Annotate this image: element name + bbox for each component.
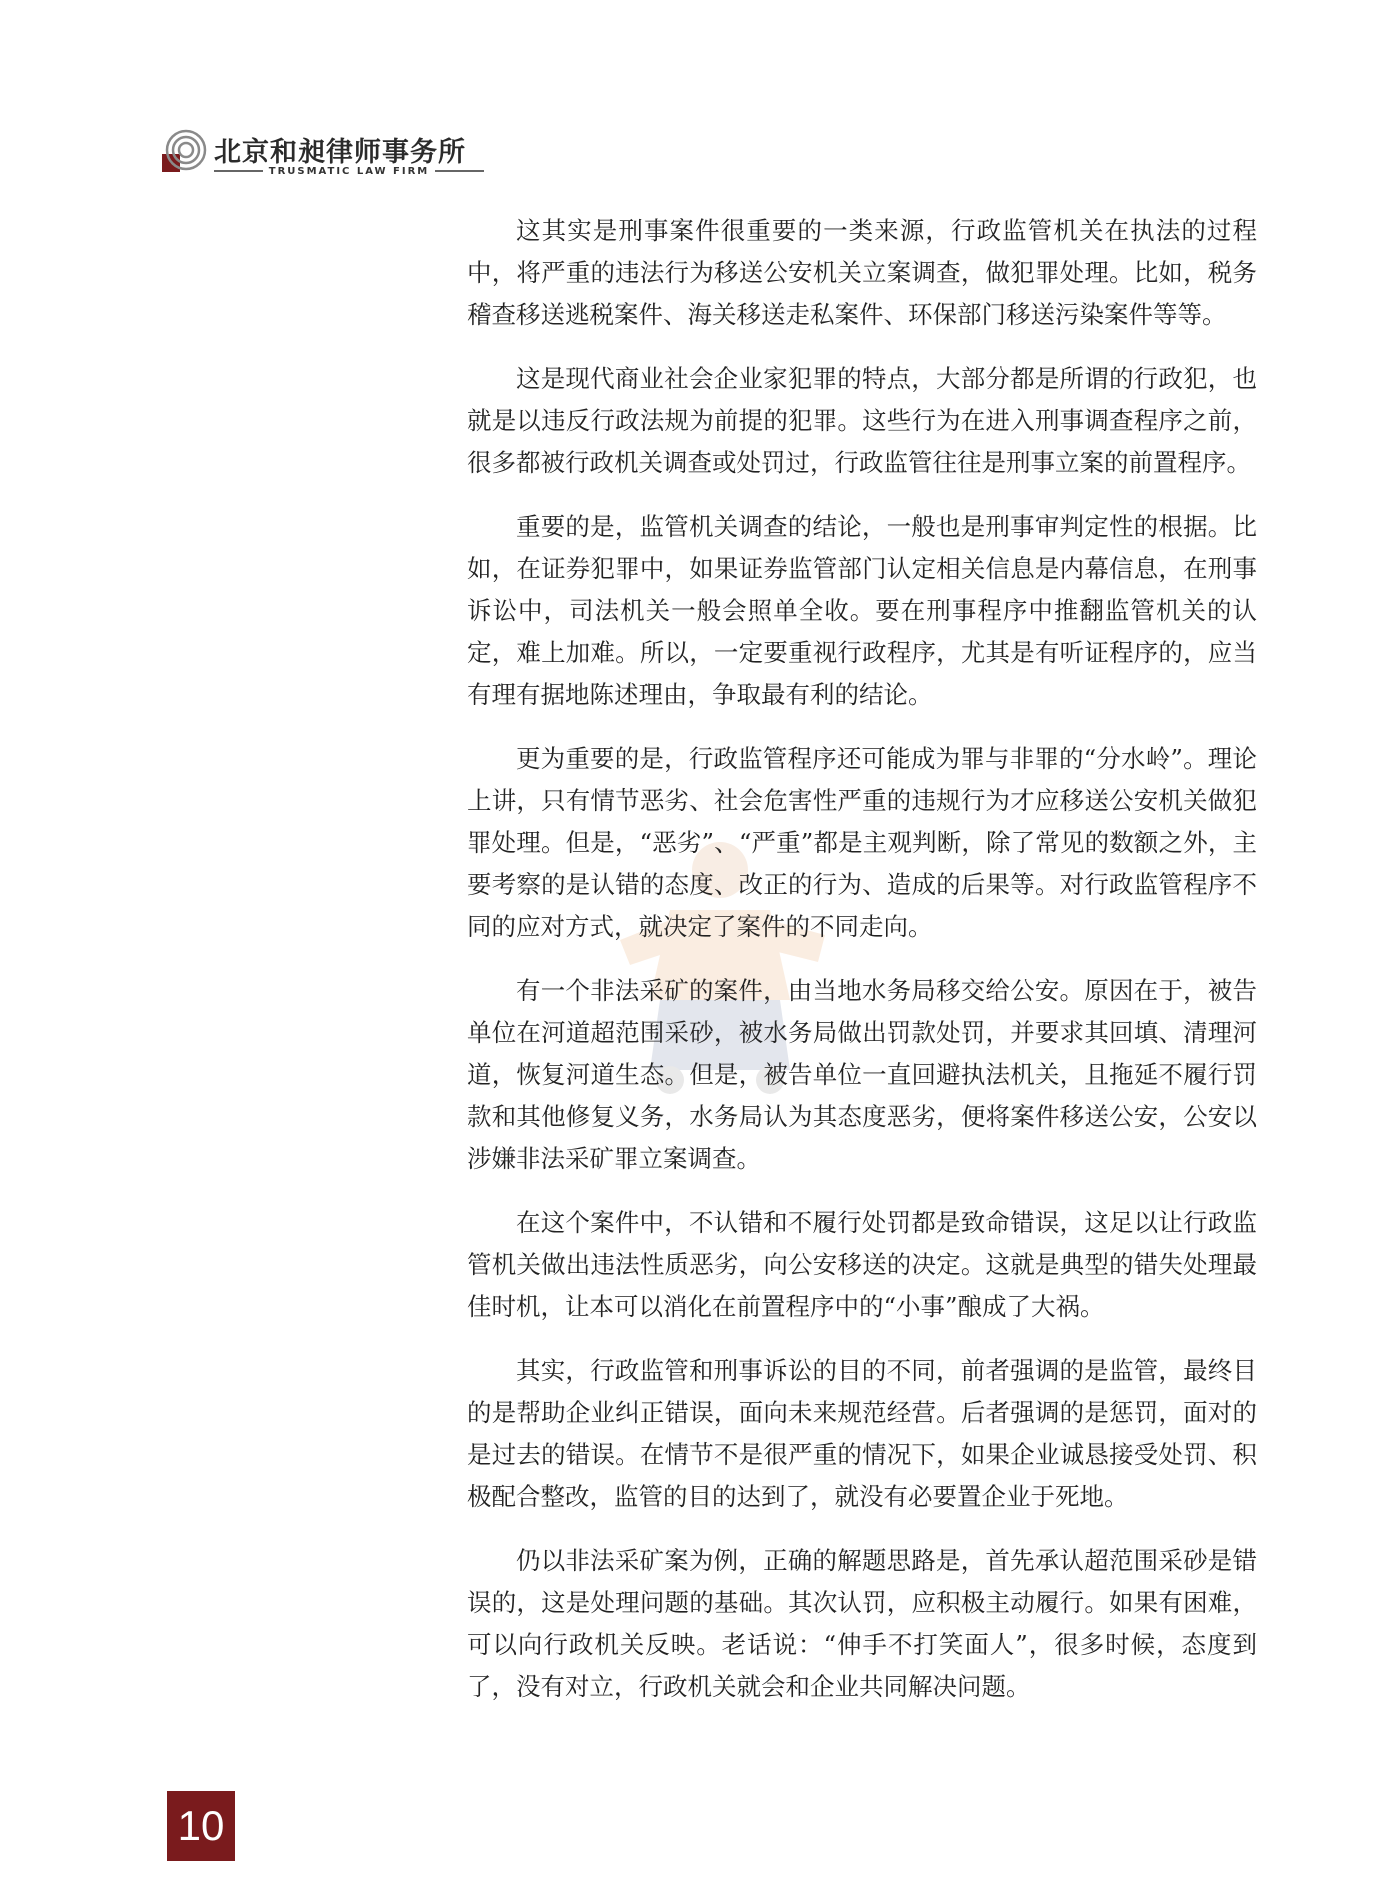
firm-logo-icon xyxy=(160,128,208,176)
firm-name: 北京和昶律师事务所 xyxy=(214,137,466,168)
divider-line-left xyxy=(214,170,263,172)
page-number: 10 xyxy=(167,1791,235,1861)
paragraph: 这其实是刑事案件很重要的一类来源，行政监管机关在执法的过程中，将严重的违法行为移送公安机关立案调查，做犯罪处理。比如，税务稽查移送逃税案件、海关移送走私案件、环保部门移送污染案件等等。 xyxy=(467,216,1257,329)
article-body xyxy=(467,210,1257,1730)
paragraph: 在这个案件中，不认错和不履行处罚都是致命错误，这足以让行政监管机关做出违法性质恶劣，向公安移送的决定。这就是典型的错失处理最佳时机，让本可以消化在前置程序中的“小事”酿成了大祸。 xyxy=(467,1208,1257,1321)
paragraph: 有一个非法采矿的案件，由当地水务局移交给公安。原因在于，被告单位在河道超范围采砂，被水务局做出罚款处罚，并要求其回填、清理河道，恢复河道生态。但是，被告单位一直回避执法机关，且拖延不履行罚款和其他修复义务，水务局认为其态度恶劣，便将案件移送公安，公安以涉嫌非法采矿罪立案调查。 xyxy=(467,976,1257,1173)
paragraph: 其实，行政监管和刑事诉讼的目的不同，前者强调的是监管，最终目的是帮助企业纠正错误，面向未来规范经营。后者强调的是惩罚，面对的是过去的错误。在情节不是很严重的情况下，如果企业诚恳接受处罚、积极配合整改，监管的目的达到了，就没有必要置企业于死地。 xyxy=(467,1356,1257,1511)
divider-line-right xyxy=(435,170,484,172)
firm-name-en-row xyxy=(214,164,484,178)
page-header xyxy=(160,128,490,178)
paragraph: 更为重要的是，行政监管程序还可能成为罪与非罪的“分水岭”。理论上讲，只有情节恶劣、社会危害性严重的违规行为才应移送公安机关做犯罪处理。但是，“恶劣”、“严重”都是主观判断，除了常见的数额之外，主要考察的是认错的态度、改正的行为、造成的后果等。对行政监管程序不同的应对方式，就决定了案件的不同走向。 xyxy=(467,744,1257,941)
firm-name-en: TRUSMATIC LAW FIRM xyxy=(268,165,430,177)
paragraph: 这是现代商业社会企业家犯罪的特点，大部分都是所谓的行政犯，也就是以违反行政法规为前提的犯罪。这些行为在进入刑事调查程序之前，很多都被行政机关调查或处罚过，行政监管往往是刑事立案的前置程序。 xyxy=(467,364,1257,477)
paragraph: 重要的是，监管机关调查的结论，一般也是刑事审判定性的根据。比如，在证券犯罪中，如果证券监管部门认定相关信息是内幕信息，在刑事诉讼中，司法机关一般会照单全收。要在刑事程序中推翻监管机关的认定，难上加难。所以，一定要重视行政程序，尤其是有听证程序的，应当有理有据地陈述理由，争取最有利的结论。 xyxy=(467,512,1257,709)
paragraph: 仍以非法采矿案为例，正确的解题思路是，首先承认超范围采砂是错误的，这是处理问题的基础。其次认罚，应积极主动履行。如果有困难，可以向行政机关反映。老话说：“伸手不打笑面人”，很多时候，态度到了，没有对立，行政机关就会和企业共同解决问题。 xyxy=(467,1546,1257,1701)
